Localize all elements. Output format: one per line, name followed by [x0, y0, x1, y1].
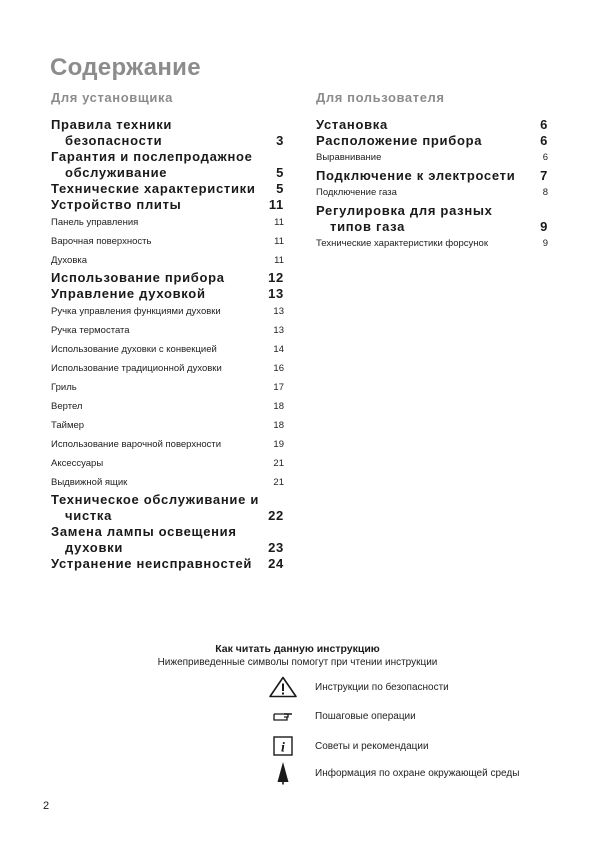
- user-entries: [316, 117, 548, 250]
- toc-subentry: [316, 187, 548, 199]
- toc-entry-title: Ручка термостата: [51, 324, 130, 336]
- symbol-label-safety: Инструкции по безопасности: [315, 681, 449, 693]
- toc-entry: [51, 117, 284, 149]
- howto-subtitle: Нижеприведенные символы помогут при чтении инструкции: [157, 657, 438, 668]
- toc-subentry: [51, 397, 284, 416]
- toc-entry-title: Выравнивание: [316, 152, 382, 163]
- toc-entry-title: Устройство плиты: [51, 197, 182, 212]
- toc-entry-page: 8: [542, 187, 548, 198]
- toc-entry-page: 6: [540, 133, 548, 148]
- howto-title: Как читать данную инструкцию: [215, 643, 380, 655]
- tree-icon: [265, 761, 301, 785]
- toc-entry-page: 13: [273, 324, 284, 336]
- toc-entry-title: Гриль: [51, 381, 77, 393]
- toc-entry-page: 21: [273, 476, 284, 488]
- toc-entry-page: 7: [540, 168, 548, 183]
- toc-subentry: [51, 416, 284, 435]
- toc-entry-page: 18: [273, 419, 284, 431]
- toc-entry-page: 19: [273, 438, 284, 450]
- toc-subentry: [51, 251, 284, 270]
- toc-subentry: [51, 359, 284, 378]
- toc-entry-page: 12: [268, 270, 284, 285]
- toc-entry-title: Подключение газа: [316, 187, 397, 198]
- symbol-label-environment: Информация по охране окружающей среды: [315, 767, 520, 779]
- toc-entry-title: Устранение неисправностей: [51, 556, 253, 571]
- toc-entry-page: 11: [274, 235, 284, 247]
- installer-entries: [51, 117, 284, 572]
- toc-entry-title: Выдвижной ящик: [51, 476, 128, 488]
- toc-subentry: [51, 213, 284, 232]
- toc-user-column: [316, 90, 548, 254]
- toc-entry-page: 3: [276, 133, 284, 148]
- info-box-icon: [265, 734, 301, 758]
- toc-entry-title: Регулировка для разных типов газа: [316, 203, 493, 234]
- toc-entry: [51, 492, 284, 524]
- toc-entry-page: 24: [268, 556, 284, 571]
- toc-entry: [316, 133, 548, 149]
- page-number: 2: [43, 800, 50, 812]
- toc-entry-page: 14: [273, 343, 284, 355]
- toc-entry-title: Использование духовки с конвекцией: [51, 343, 217, 355]
- toc-entry-title: Гарантия и послепродажное обслуживание: [51, 149, 253, 180]
- toc-entry-page: 9: [540, 219, 548, 234]
- toc-entry-title: Вертел: [51, 400, 83, 412]
- toc-entry-title: Ручка управления функциями духовки: [51, 305, 221, 317]
- toc-entry-page: 9: [542, 238, 548, 249]
- toc-entry-title: Подключение к электросети: [316, 168, 516, 183]
- toc-entry: [51, 181, 284, 197]
- toc-subentry: [51, 321, 284, 340]
- toc-entry-title: Аксессуары: [51, 457, 104, 469]
- toc-entry-page: 11: [274, 254, 284, 266]
- toc-subentry: [51, 232, 284, 251]
- toc-entry-page: 6: [542, 152, 548, 163]
- toc-subentry: [316, 152, 548, 164]
- toc-entry-title: Техническое обслуживание и чистка: [51, 492, 260, 523]
- toc-subentry: [316, 238, 548, 250]
- toc-entry-title: Расположение прибора: [316, 133, 483, 148]
- toc-entry-page: 11: [274, 216, 284, 228]
- toc-entry: [51, 286, 284, 302]
- user-heading: Для пользователя: [316, 90, 445, 105]
- toc-entry-title: Варочная поверхность: [51, 235, 152, 247]
- symbol-row-safety: [265, 675, 449, 699]
- toc-entry-title: Панель управления: [51, 216, 139, 228]
- toc-entry-page: 11: [268, 197, 284, 212]
- toc-entry-title: Установка: [316, 117, 388, 132]
- symbol-row-environment: [265, 761, 520, 785]
- svg-text:i: i: [281, 740, 285, 756]
- toc-entry-page: 22: [268, 508, 284, 523]
- toc-entry: [51, 270, 284, 286]
- toc-entry: [51, 149, 284, 181]
- toc-entry-page: 16: [273, 362, 284, 374]
- toc-entry-page: 13: [273, 305, 284, 317]
- symbol-label-steps: Пошаговые операции: [315, 710, 416, 722]
- toc-entry-title: Использование традиционной духовки: [51, 362, 222, 374]
- symbol-row-steps: [265, 704, 416, 728]
- toc-installer-column: [51, 90, 284, 572]
- toc-entry-page: 13: [268, 286, 284, 301]
- toc-subentry: [51, 473, 284, 492]
- toc-subentry: [51, 340, 284, 359]
- toc-entry: [316, 203, 548, 235]
- toc-entry: [51, 556, 284, 572]
- toc-subentry: [51, 378, 284, 397]
- toc-entry: [316, 168, 548, 184]
- toc-entry: [51, 524, 284, 556]
- pointing-hand-icon: [265, 704, 301, 728]
- toc-entry-title: Управление духовкой: [51, 286, 206, 301]
- toc-entry: [316, 117, 548, 133]
- toc-entry-title: Замена лампы освещения духовки: [51, 524, 237, 555]
- toc-entry-page: 17: [273, 381, 284, 393]
- toc-subentry: [51, 435, 284, 454]
- toc-entry-title: Технические характеристики форсунок: [316, 238, 488, 249]
- symbol-label-tips: Советы и рекомендации: [315, 740, 429, 752]
- toc-entry-title: Технические характеристики: [51, 181, 256, 196]
- toc-entry-page: 21: [273, 457, 284, 469]
- toc-entry-page: 6: [540, 117, 548, 132]
- symbol-row-tips: [265, 734, 429, 758]
- toc-entry-page: 18: [273, 400, 284, 412]
- toc-entry: [51, 197, 284, 213]
- toc-entry-title: Использование варочной поверхности: [51, 438, 222, 450]
- toc-entry-title: Таймер: [51, 419, 85, 431]
- toc-entry-page: 5: [276, 181, 284, 196]
- toc-entry-page: 5: [276, 165, 284, 180]
- toc-entry-title: Духовка: [51, 254, 88, 266]
- toc-entry-title: Правила техники безопасности: [51, 117, 173, 148]
- toc-entry-page: 23: [268, 540, 284, 555]
- installer-heading: Для установщика: [51, 90, 173, 105]
- toc-entry-title: Использование прибора: [51, 270, 225, 285]
- warning-triangle-icon: [265, 675, 301, 699]
- howto-section: [0, 643, 595, 668]
- page-title: Содержание: [50, 54, 201, 81]
- toc-subentry: [51, 454, 284, 473]
- toc-subentry: [51, 302, 284, 321]
